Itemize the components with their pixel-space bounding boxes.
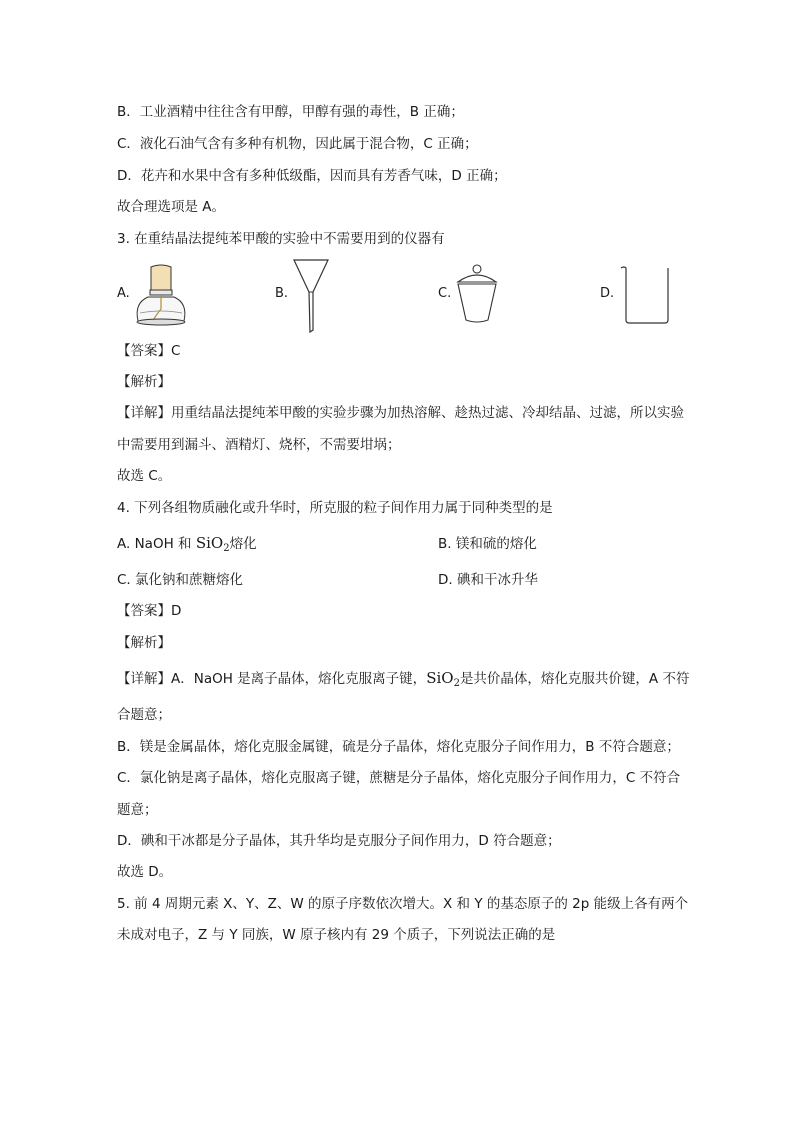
q4-stem: 4. 下列各组物质融化或升华时，所克服的粒子间作用力属于同种类型的是 xyxy=(117,500,553,516)
funnel-icon xyxy=(291,256,331,334)
sio2-formula: SiO$_2$ xyxy=(195,534,230,554)
q3-conclusion: 故选 C。 xyxy=(117,468,172,484)
q4-option-a-suffix: 熔化 xyxy=(229,536,257,552)
q4-detail-a-continued: 合题意； xyxy=(117,707,171,723)
q5-stem-line-1: 5. 前 4 周期元素 X、Y、Z、W 的原子序数依次增大。X 和 Y 的基态原子的 2p 能级上各有两个 xyxy=(117,896,689,912)
q3-detail-line-2: 中需要用到漏斗、酒精灯、烧杯，不需要坩埚； xyxy=(117,437,401,453)
q3-option-a-label: A. xyxy=(117,286,130,301)
alcohol-lamp-icon xyxy=(130,263,192,327)
q3-option-c-label: C. xyxy=(438,286,452,301)
q4-option-a-text: A. NaOH 和 xyxy=(117,536,192,552)
q4-option-a xyxy=(117,533,257,559)
q5-stem-line-2: 未成对电子，Z 与 Y 同族，W 原子核内有 29 个质子，下列说法正确的是 xyxy=(117,927,556,943)
q2-option-d-explanation: D．花卉和水果中含有多种低级酯，因而具有芳香气味，D 正确； xyxy=(117,168,507,184)
q3-detail-line-1: 【详解】用重结晶法提纯苯甲酸的实验步骤为加热溶解、趁热过滤、冷却结晶、过滤，所以实验 xyxy=(117,405,684,421)
q4-detail-d: D．碘和干冰都是分子晶体，其升华均是克服分子间作用力，D 符合题意； xyxy=(117,833,561,849)
beaker-icon xyxy=(618,262,672,326)
q2-option-b-explanation: B．工业酒精中往往含有甲醇，甲醇有强的毒性，B 正确； xyxy=(117,104,464,120)
q4-option-b: B. 镁和硫的熔化 xyxy=(438,536,537,552)
q3-answer: 【答案】C xyxy=(117,343,181,359)
sio2-formula: SiO$_2$ xyxy=(426,669,460,689)
q4-detail-a: 【详解】A．NaOH 是离子晶体，熔化克服离子键，SiO$_2$是共价晶体，熔化克服共价键，A 不符 xyxy=(117,669,690,689)
q3-stem: 3. 在重结晶法提纯苯甲酸的实验中不需要用到的仪器有 xyxy=(117,231,445,247)
q2-conclusion: 故合理选项是 A。 xyxy=(117,199,226,215)
q4-option-d: D. 碘和干冰升华 xyxy=(438,572,538,588)
q2-option-c-explanation: C．液化石油气含有多种有机物，因此属于混合物，C 正确； xyxy=(117,136,478,152)
q3-analysis-heading: 【解析】 xyxy=(117,374,171,390)
q4-detail-c-line-2: 题意； xyxy=(117,802,158,818)
q4-conclusion: 故选 D。 xyxy=(117,864,173,880)
q4-detail-c-line-1: C．氯化钠是离子晶体，熔化克服离子键，蔗糖是分子晶体，熔化克服分子间作用力，C 不符合 xyxy=(117,770,681,786)
q4-option-c: C. 氯化钠和蔗糖熔化 xyxy=(117,572,244,588)
q4-analysis-heading: 【解析】 xyxy=(117,635,171,651)
q4-detail-b: B．镁是金属晶体，熔化克服金属键，硫是分子晶体，熔化克服分子间作用力，B 不符合题意； xyxy=(117,739,680,755)
q3-option-b-label: B. xyxy=(275,286,289,301)
q3-option-d-label: D. xyxy=(600,286,615,301)
q4-answer: 【答案】D xyxy=(117,603,182,619)
crucible-icon xyxy=(454,262,500,326)
